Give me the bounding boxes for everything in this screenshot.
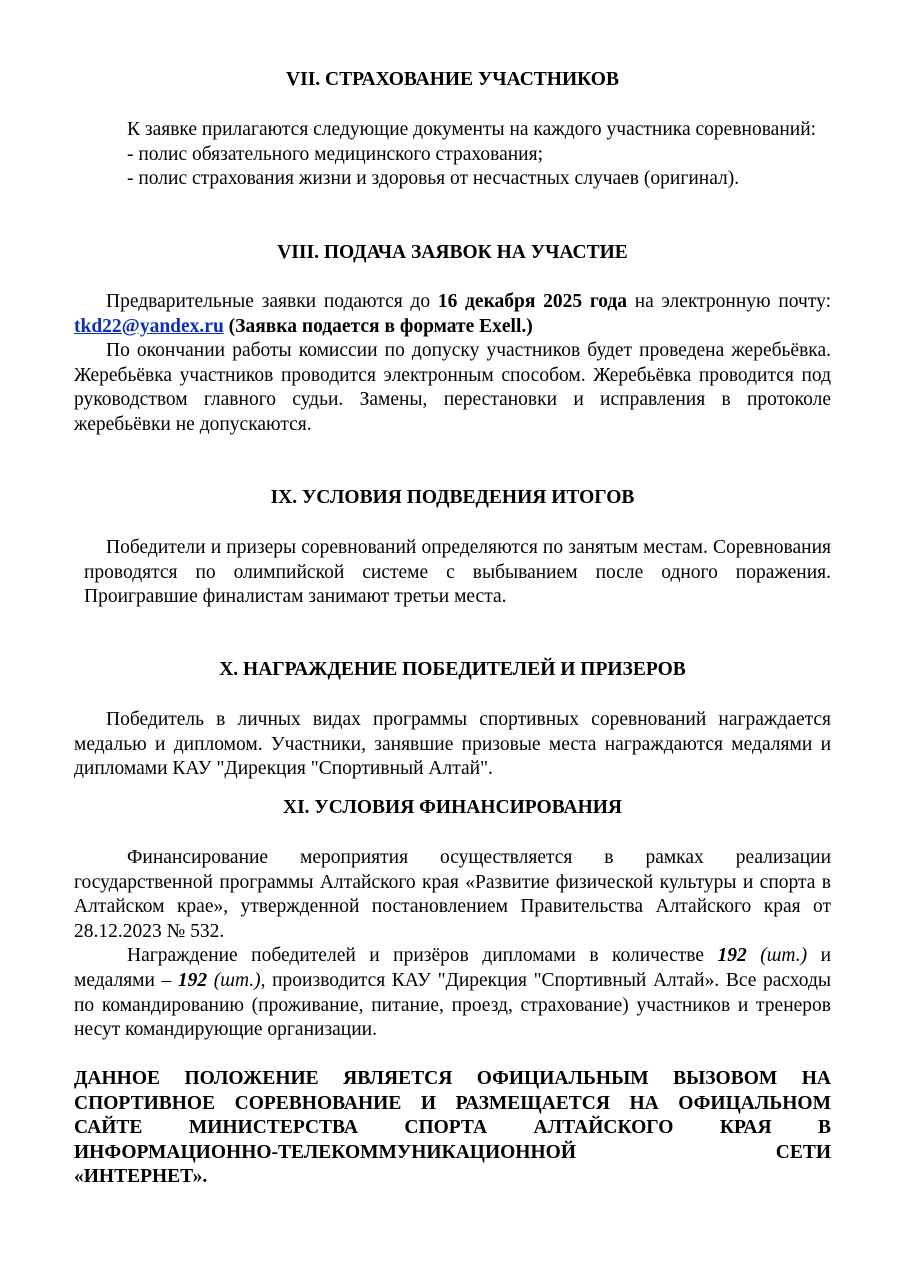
unit: (шт.) [746,945,808,967]
notice-line: САЙТЕ МИНИСТЕРСТВА СПОРТА АЛТАЙСКОГО КРАЯ В [74,1117,831,1139]
text: на электронную почту: [627,291,831,312]
notice-line: ДАННОЕ ПОЛОЖЕНИЕ ЯВЛЯЕТСЯ ОФИЦИАЛЬНЫМ ВЫЗОВОМ НА [74,1068,831,1089]
deadline-date: 16 декабря 2025 года [437,291,628,312]
notice-line: ИНФОРМАЦИОННО-ТЕЛЕКОММУНИКАЦИОННОЙ СЕТИ [74,1141,831,1163]
text: и медалями – [74,945,832,991]
diploma-count: 192 [717,945,747,967]
section-insurance-body [74,118,831,192]
section-title: X. НАГРАЖДЕНИЕ ПОБЕДИТЕЛЕЙ И ПРИЗЕРОВ [219,659,686,680]
text: , производится КАУ "Дирекция "Спортивный Алтай». Все расходы по командированию (проживание, питание, проезд, страхование) участников и тренеров несут командирующие организации. [74,969,831,1041]
section-awards-body [74,708,831,782]
notice-line: «ИНТЕРНЕТ». [74,1166,208,1188]
section-results [74,486,831,510]
paragraph: По окончании работы комиссии по допуску участников будет проведена жеребьёвка. Жеребьёвка участников проводится электронным способом. Жеребьёвка проводится под руководством главного судьи. Замены, перестановки и исправления в протоколе жеребьёвки не допускаются. [74,340,831,435]
unit: (шт.) [207,969,261,991]
section-title: IX. УСЛОВИЯ ПОДВЕДЕНИЯ ИТОГОВ [270,487,635,508]
medal-count: 192 [177,969,208,991]
section-awards [74,658,831,682]
email-link[interactable]: tkd22@yandex.ru [74,315,224,337]
section-applications-body [74,290,831,438]
paragraph: Победители и призеры соревнований определяются по занятым местам. Соревнования проводятся по олимпийской системе с выбыванием после одного поражения. Проигравшие финалистам занимают третьи места. [84,537,831,608]
paragraph: Финансирование мероприятия осуществляется в рамках реализации государственной программы Алтайского края «Развитие физической культуры и спорта в Алтайском крае», утвержденной постановлением Правительства Алтайского края от 28.12.2023 № 532. [74,847,831,942]
section-applications [74,241,831,265]
section-results-body [84,536,831,610]
text: Награждение победителей и призёров дипломами в количестве [127,945,718,967]
section-title: XI. УСЛОВИЯ ФИНАНСИРОВАНИЯ [283,797,622,818]
notice-line: СПОРТИВНОЕ СОРЕВНОВАНИЕ И РАЗМЕЩАЕТСЯ НА ОФИЦАЛЬНОМ [74,1092,831,1114]
notice-text [74,1067,831,1190]
section-financing-body [74,846,831,1043]
paragraph [74,944,831,1042]
list-item: - полис обязательного медицинского страхования; [127,143,543,165]
paragraph: Победитель в личных видах программы спортивных соревнований награждается медалью и дипломом. Участники, занявшие призовые места награждаются медалями и дипломами КАУ "Дирекция "Спортивный Алтай". [74,709,831,780]
section-title: VIII. ПОДАЧА ЗАЯВОК НА УЧАСТИЕ [277,242,628,263]
list-item: - полис страхования жизни и здоровья от несчастных случаев (оригинал). [127,168,740,190]
text: Предварительные заявки подаются до [106,291,438,312]
format-note: (Заявка подается в формате Exell.) [223,315,533,337]
official-notice [74,1067,831,1190]
section-financing [74,796,831,820]
paragraph [74,290,831,339]
paragraph: К заявке прилагаются следующие документы на каждого участника соревнований: [127,119,817,140]
section-title: VII. СТРАХОВАНИЕ УЧАСТНИКОВ [286,69,619,90]
section-insurance [74,68,831,92]
